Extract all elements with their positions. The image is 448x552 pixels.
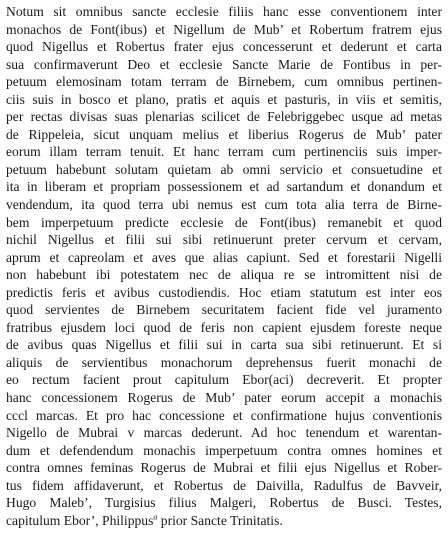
text-line: contra omnes feminas Rogerus de Mubrai et filii ejus Nigellus et Rober-: [6, 460, 442, 476]
text-line: quod Nigellus et Robertus frater ejus concesserunt et dederunt et carta: [6, 39, 442, 55]
text-line: tus fidem affidaverunt, et Robertus de Daivilla, Radulfus de Bavveir,: [6, 477, 442, 493]
text-line: dum et defendendum monachis imperpetuum contra omnes homines et: [6, 442, 442, 458]
text-line: aliquis de servientibus monachorum deprehensus fuerit monachi de: [6, 354, 442, 370]
text-line: nichil Nigellus et filii sui sibi retinuerunt preter cervum et cervam,: [6, 232, 442, 248]
text-line: cccl marcas. Et pro hac concessione et confirmatione hujus conventionis: [6, 407, 442, 423]
final-text-line: [6, 512, 442, 530]
text-line: non habebunt ibi potestatem nec de aliqua re se intromittent nisi de: [6, 267, 442, 283]
text-line: eo rectum facient prout capitulum Ebor(aci) decreverit. Et propter: [6, 372, 442, 388]
text-line: bem imperpetuum predicte ecclesie de Font(ibus) remanebit et quod: [6, 214, 442, 230]
text-line: eorum illam terram tenuit. Et hanc terram cum pertinenciis suis imper-: [6, 144, 442, 160]
charter-text: [6, 3, 442, 529]
text-line: Hugo Maleb’, Turgisius filius Malgeri, Robertus de Busci. Testes,: [6, 495, 442, 511]
text-line: de Rippeleia, sicut unquam melius et liberius Rogerus de Mub’ pater: [6, 126, 442, 142]
text-line: per rectas divisas suas plenarias scilicet de Felebriggebec usque ad metas: [6, 109, 442, 125]
text-line: aprum et capreolam et aves que alias capiunt. Sed et forestarii Nigelli: [6, 249, 442, 265]
text-line: ita in liberam et propriam possessionem et ad sartandum et donandum et: [6, 179, 442, 195]
final-line-tail: prior Sancte Trinitatis.: [157, 512, 283, 528]
text-line: Nigello de Mubrai v marcas dederunt. Ad hoc tenendum et warentan-: [6, 425, 442, 441]
text-line: Notum sit omnibus sancte ecclesie filiis hanc esse conventionem inter: [6, 4, 442, 19]
text-line: quod servientes de Birnebem securitatem facient fide vel juramento: [6, 302, 442, 318]
final-line-start: capitulum Ebor’, Philippus: [6, 512, 154, 528]
text-line: petuum elemosinam totam terram de Birnebem, cum omnibus pertinen-: [6, 74, 442, 90]
text-line: monachos de Font(ibus) et Nigellum de Mub’ et Robertum fratrem ejus: [6, 21, 442, 37]
text-line: ciis suis in bosco et plano, pratis et aquis et pasturis, in viis et semitis,: [6, 91, 442, 107]
text-line: fratribus ejusdem loci quod de feris non capient ejusdem foreste neque: [6, 319, 442, 335]
text-line: de avibus quas Nigellus et filii sui in carta sua sibi retinuerunt. Et si: [6, 337, 442, 353]
text-line: predictis feris et avibus custodiendis. Hoc etiam statutum est inter eos: [6, 284, 442, 300]
text-line: vendendum, ita quod terra ubi nemus est cum tota alia terra de Birne-: [6, 197, 442, 213]
text-line: sua confirmaverunt Deo et ecclesie Sancte Marie de Fontibus in per-: [6, 56, 442, 72]
footnote-marker: a: [153, 512, 158, 522]
text-line: petuum habebunt solutam quietam ab omni servicio et consuetudine et: [6, 161, 442, 177]
text-line: hanc concessionem Rogerus de Mub’ pater eorum accepit a monachis: [6, 390, 442, 406]
